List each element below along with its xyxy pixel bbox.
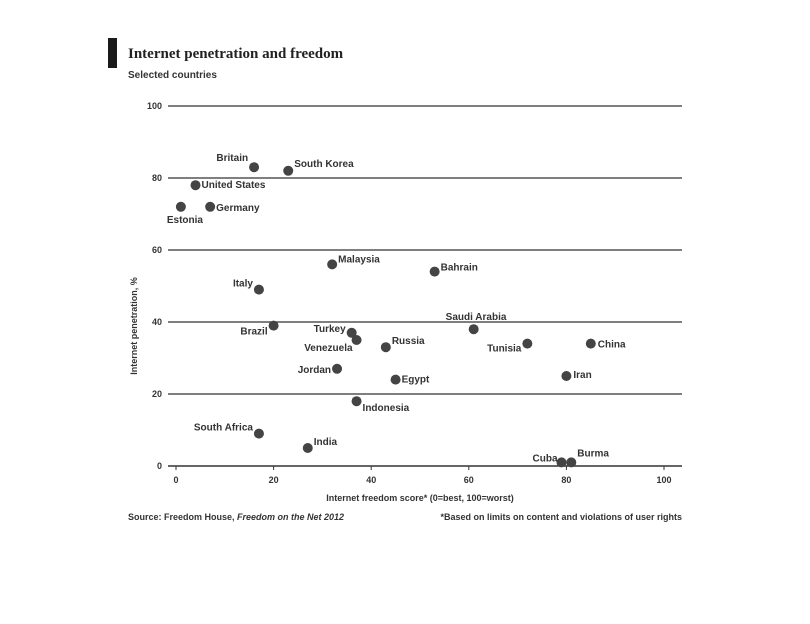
label-italy: Italy — [232, 278, 253, 290]
y-tick-20: 20 — [151, 389, 162, 399]
label-cuba: Cuba — [532, 453, 558, 465]
label-jordan: Jordan — [297, 364, 332, 376]
point-china — [586, 339, 596, 349]
point-south-africa — [254, 429, 264, 439]
point-britain — [249, 162, 259, 172]
y-tick-labels — [147, 101, 162, 471]
y-tick-40: 40 — [151, 317, 162, 327]
point-brazil — [269, 321, 279, 331]
y-tick-100: 100 — [146, 101, 162, 111]
label-iran: Iran — [573, 370, 592, 381]
x-tick-100: 100 — [656, 475, 672, 485]
label-venezuela: Venezuela — [304, 343, 353, 354]
point-tunisia — [522, 339, 532, 349]
point-cuba — [557, 457, 567, 467]
label-brazil: Brazil — [240, 326, 268, 338]
point-venezuela — [352, 335, 362, 345]
source-title: Freedom on the Net 2012 — [237, 512, 345, 522]
y-tick-0: 0 — [156, 461, 162, 471]
point-italy — [254, 285, 264, 295]
chart-subtitle: Selected countries — [128, 70, 217, 81]
x-tick-40: 40 — [366, 475, 377, 485]
label-south-korea: South Korea — [294, 158, 354, 170]
y-tick-80: 80 — [151, 173, 162, 183]
x-tick-20: 20 — [268, 475, 279, 485]
label-bahrain: Bahrain — [440, 262, 478, 274]
chart-title: Internet penetration and freedom — [128, 46, 344, 62]
label-germany: Germany — [216, 202, 260, 214]
label-estonia: Estonia — [166, 214, 204, 226]
point-south-korea — [283, 166, 293, 176]
label-malaysia: Malaysia — [338, 254, 380, 266]
source-note — [128, 512, 344, 522]
label-tunisia: Tunisia — [487, 343, 522, 355]
point-russia — [381, 342, 391, 352]
point-burma — [566, 457, 576, 467]
label-egypt: Egypt — [401, 374, 430, 386]
footnote: *Based on limits on content and violations of user rights — [440, 512, 682, 522]
label-south-africa: South Africa — [193, 422, 253, 434]
point-labels — [167, 153, 626, 464]
x-tick-labels — [173, 475, 671, 485]
point-iran — [561, 371, 571, 381]
label-russia: Russia — [391, 336, 425, 348]
label-britain: Britain — [216, 153, 249, 165]
point-malaysia — [327, 259, 337, 269]
x-tick-80: 80 — [561, 475, 572, 485]
point-jordan — [332, 364, 342, 374]
point-germany — [205, 202, 215, 212]
point-egypt — [391, 375, 401, 385]
x-axis-title: Internet freedom score* (0=best, 100=worst) — [326, 493, 514, 503]
x-tick-60: 60 — [463, 475, 474, 485]
label-turkey: Turkey — [313, 323, 346, 335]
y-tick-60: 60 — [151, 245, 162, 255]
point-united-states — [191, 180, 201, 190]
source-prefix: Source: Freedom House, — [128, 512, 238, 522]
label-united-states: United States — [201, 180, 266, 192]
point-bahrain — [430, 267, 440, 277]
x-tick-0: 0 — [173, 475, 179, 485]
point-saudi-arabia — [469, 324, 479, 334]
label-saudi-arabia: Saudi Arabia — [445, 312, 507, 324]
label-india: India — [313, 437, 338, 448]
point-estonia — [176, 202, 186, 212]
point-india — [303, 443, 313, 453]
label-indonesia: Indonesia — [362, 403, 410, 415]
label-burma: Burma — [577, 448, 609, 460]
point-indonesia — [352, 396, 362, 406]
label-china: China — [597, 339, 626, 351]
y-axis-title: Internet penetration, % — [129, 277, 139, 375]
